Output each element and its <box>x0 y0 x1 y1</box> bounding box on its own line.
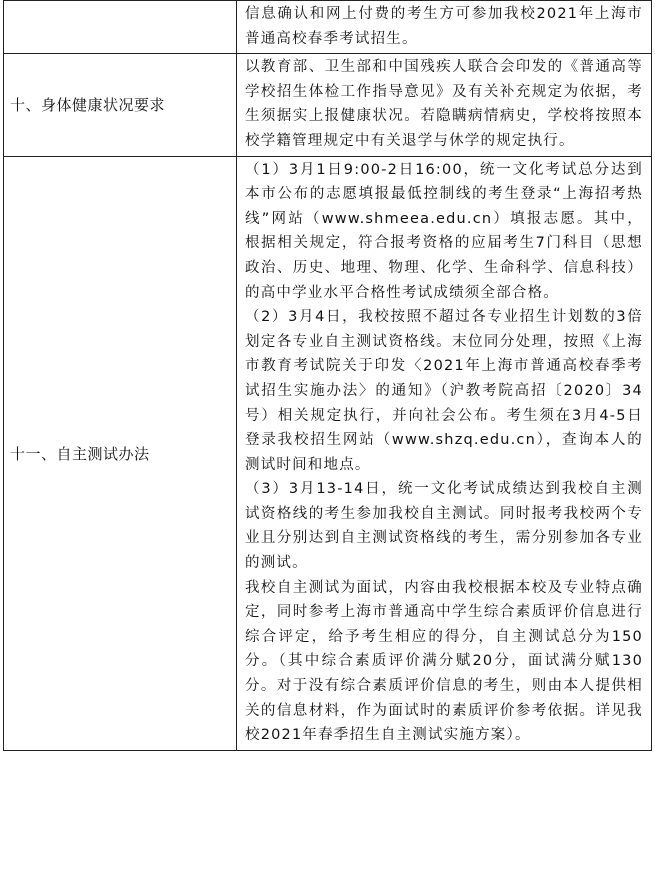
paragraph: 信息确认和网上付费的考生方可参加我校2021年上海市普通高校春季考试招生。 <box>245 6 643 47</box>
table-row <box>4 156 652 750</box>
row-content-health-requirements <box>237 54 652 156</box>
paragraph: 我校自主测试为面试，内容由我校根据本校及专业特点确定，同时参考上海市普通高中学生综合素质评价信息进行综合评定，给予考生相应的得分，自主测试总分为150分。（其中综合素质评价满分赋20分，面试满分赋130分。对于没有综合素质评价信息的考生，则由本人提供相关的信息材料，作为面试时的素质评价参考依据。详见我校2021年春季招生自主测试实施方案）。 <box>245 579 643 744</box>
row-content-continued <box>237 1 652 54</box>
table-row <box>4 54 652 156</box>
table-row <box>4 1 652 54</box>
paragraph: （3）3月13-14日，统一文化考试成绩达到我校自主测试资格线的考生参加我校自主测试。同时报考我校两个专业且分别达到自主测试资格线的考生，需分别参加各专业的测试。 <box>245 481 643 572</box>
paragraph: （2）3月4日，我校按照不超过各专业招生计划数的3倍划定各专业自主测试资格线。末位同分处理，按照《上海市教育考试院关于印发〈2021年上海市普通高校春季考试招生实施办法〉的通知》（沪教考院高招〔2020〕34号）相关规定执行，并向社会公布。考生须在3月4-5日登录我校招生网站（www.shzq.edu.cn），查询本人的测试时间和地点。 <box>245 309 643 473</box>
row-label-continued <box>4 1 237 54</box>
row-content-self-test-method <box>237 156 652 750</box>
admission-rules-table <box>3 0 652 751</box>
paragraph: （1）3月1日9:00-2日16:00，统一文化考试总分达到本市公布的志愿填报最低控制线的考生登录“上海招考热线”网站（www.shmeea.edu.cn）填报志愿。其中，根据相关规定，符合报考资格的应届考生7门科目（思想政治、历史、地理、物理、化学、生命科学、信息科技）的高中学业水平合格性考试成绩须全部合格。 <box>245 161 643 301</box>
row-label-self-test-method: 十一、自主测试办法 <box>4 156 237 750</box>
paragraph: 以教育部、卫生部和中国残疾人联合会印发的《普通高等学校招生体检工作指导意见》及有关补充规定为依据，考生须据实上报健康状况。若隐瞒病情病史，学校将按照本校学籍管理规定中有关退学与休学的规定执行。 <box>245 59 643 149</box>
row-label-health-requirements: 十、身体健康状况要求 <box>4 54 237 156</box>
